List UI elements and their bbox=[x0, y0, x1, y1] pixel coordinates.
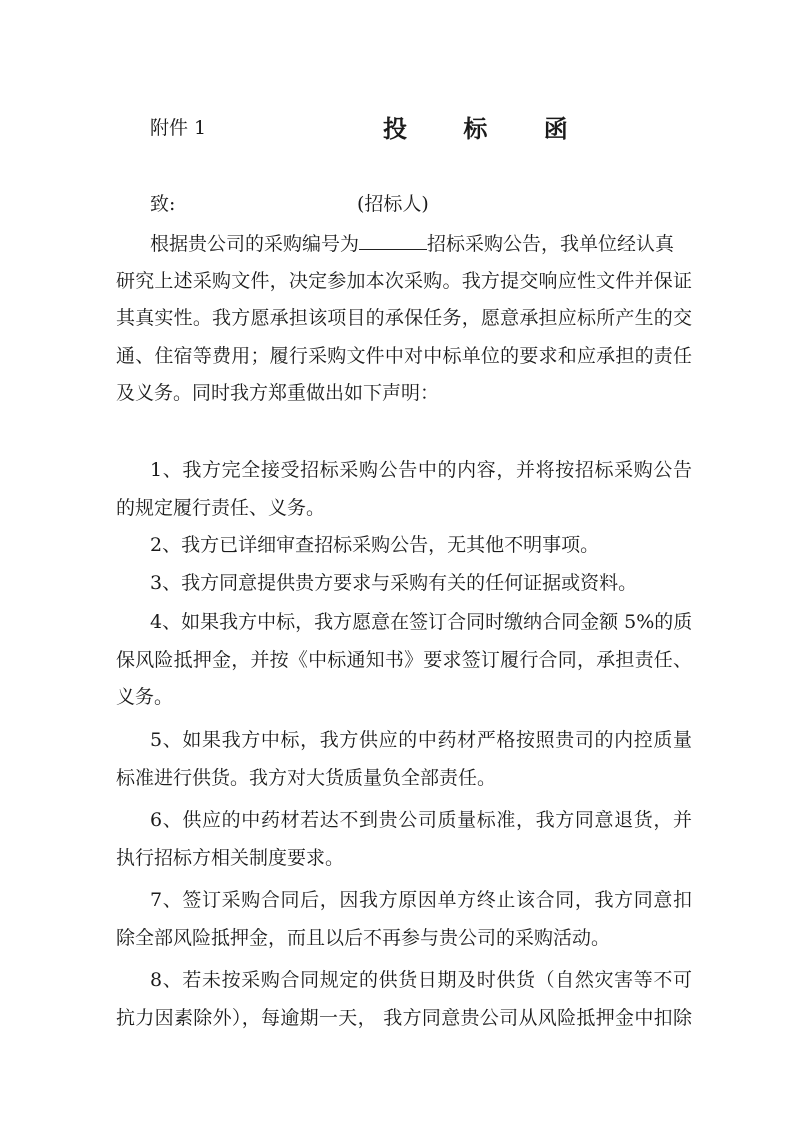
paragraph-first-line: 3、我方同意提供贵方要求与采购有关的任何证据或资料。 bbox=[150, 572, 638, 594]
line-text: 根据贵公司的采购编号为 bbox=[150, 233, 360, 255]
paragraph-line: 其真实性。我方愿承担该项目的承保任务，愿意承担应标所产生的交 bbox=[116, 307, 692, 329]
paragraph-first-line: 7、签订采购合同后，因我方原因单方终止该合同，我方同意扣 bbox=[150, 889, 692, 911]
salutation-to: 致: bbox=[150, 193, 176, 215]
paragraph-first-line: 5、如果我方中标，我方供应的中药材严格按照贵司的内控质量 bbox=[150, 729, 692, 751]
paragraph-line: 标准进行供货。我方对大货质量负全部责任。 bbox=[116, 766, 497, 789]
paragraph-first-line: 4、如果我方中标，我方愿意在签订合同时缴纳合同金额 5%的质 bbox=[150, 611, 693, 633]
procurement-number-blank bbox=[359, 231, 427, 250]
paragraph-first-line: 6、供应的中药材若达不到贵公司质量标准，我方同意退货，并 bbox=[150, 809, 692, 831]
document-title: 投 标 函 bbox=[383, 114, 592, 143]
paragraph-line: 除全部风险抵押金，而且以后不再参与贵公司的采购活动。 bbox=[116, 926, 611, 949]
line-text: 招标采购公告，我单位经认真 bbox=[427, 233, 675, 255]
paragraph-line: 的规定履行责任、义务。 bbox=[116, 496, 326, 519]
paragraph-first-line bbox=[150, 231, 674, 255]
paragraph-line: 义务。 bbox=[116, 686, 174, 708]
annex-label: 附件 1 bbox=[150, 117, 207, 139]
paragraph-first-line: 1、我方完全接受招标采购公告中的内容，并将按招标采购公告 bbox=[150, 459, 692, 481]
paragraph-first-line: 2、我方已详细审查招标采购公告，无其他不明事项。 bbox=[150, 534, 600, 556]
paragraph-line: 抗力因素除外），每逾期一天， 我方同意贵公司从风险抵押金中扣除 bbox=[116, 1006, 692, 1029]
recipient-placeholder: (招标人) bbox=[357, 193, 429, 215]
paragraph-line: 通、住宿等费用；履行采购文件中对中标单位的要求和应承担的责任 bbox=[116, 344, 692, 367]
paragraph-line: 及义务。同时我方郑重做出如下声明： bbox=[116, 382, 440, 404]
paragraph-first-line: 8、若未按采购合同规定的供货日期及时供货（自然灾害等不可 bbox=[150, 969, 692, 991]
paragraph-line: 研究上述采购文件，决定参加本次采购。我方提交响应性文件并保证 bbox=[116, 269, 692, 292]
paragraph-line: 保风险抵押金，并按《中标通知书》要求签订履行合同，承担责任、 bbox=[116, 648, 692, 671]
paragraph-line: 执行招标方相关制度要求。 bbox=[116, 846, 345, 869]
